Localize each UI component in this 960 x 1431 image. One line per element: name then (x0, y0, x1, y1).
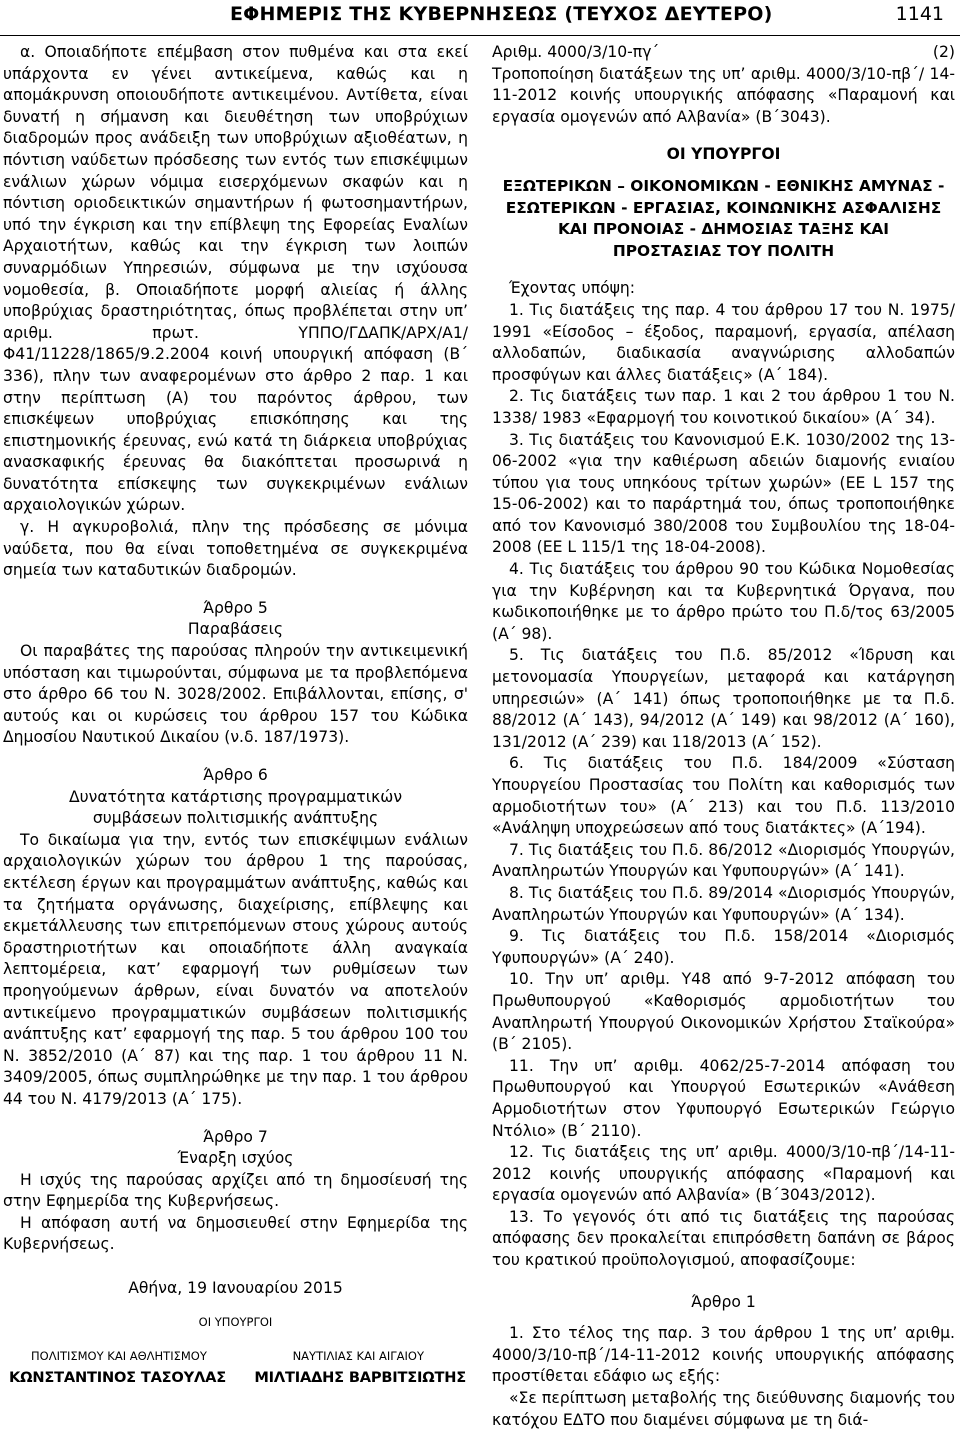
decision-reference (492, 42, 955, 64)
article-1-text-1: 1. Στο τέλος της παρ. 3 του άρθρου 1 της υπ’ αριθμ. 4000/3/10-πβ΄/14-11-2012 κοινής υπουργικής απόφασης προστίθεται εδάφιο ως εξής: (492, 1324, 955, 1386)
item-5: 5. Τις διατάξεις του Π.δ. 85/2012 «Ίδρυση και μετονομασία Υπουργείων, μεταφορά και κατάργηση υπηρεσιών» (Α΄ 141) όπως τροποποιήθηκε με τα Π.δ. 88/2012 (Α΄ 143), 94/2012 (Α΄ 149) και 98/2012 (Α΄ 160), 131/2012 (Α΄ 239) και 118/2013 (Α΄ 152). (492, 646, 955, 751)
right-column (492, 42, 955, 1431)
article-6-text: Το δικαίωμα για την, εντός των επισκέψιμων ενάλιων αρχαιολογικών χώρων του άρθρου 1 της παρούσας, εκτέλεση έργων και προγραμμάτων ανάπτυξης, καθώς και τα ζητήματα οργάνωσης, διαχείρισης, επίβλεψης και εκμετάλλευσης των επιτρεπόμενων στους χώρους αυτούς δραστηριοτήτων και οποιαδήποτε άλλη αναγκαία λεπτομέρεια, κατ’ εφαρμογή των ρυθμίσεων των προηγούμενων άρθρων, είναι δυνατόν να αποτελούν αντικείμενο προγραμματικών συμβάσεων πολιτισμικής ανάπτυξης κατ’ εφαρμογή της παρ. 5 του άρθρου 100 του Ν. 3852/2010 (Α΄ 87) και της παρ. 1 του άρθρου 11 Ν. 3409/2005, όπως συμπληρώθηκε με την παρ. 1 του άρθρου 44 του Ν. 4179/2013 (Α΄ 175). (3, 830, 468, 1108)
item-2: 2. Τις διατάξεις των παρ. 1 και 2 του άρθρου 1 του Ν. 1338/ 1983 «Εφαρμογή του κοινοτικού δικαίου» (Α΄ 34). (492, 387, 955, 427)
article-5-text: Οι παραβάτες της παρούσας πληρούν την αντικειμενική υπόσταση και τιμωρούνται, σύμφωνα με τα προβλεπόμενα στο άρθρο 66 του Ν. 3028/2002. Επιβάλλονται, επίσης, σ' αυτούς και οι κυρώσεις του άρθρου 157 του Κώδικα Δημοσίου Ναυτικού Δικαίου (ν.δ. 187/1973). (3, 642, 468, 747)
left-column (3, 42, 468, 1388)
ministry-shipping: ΝΑΥΤΙΛΙΑΣ ΚΑΙ ΑΙΓΑΙΟΥ (292, 1348, 424, 1363)
article-7-title: Άρθρο 7 (203, 1127, 268, 1146)
page-header (0, 0, 960, 36)
page-number: 1141 (895, 3, 944, 25)
item-11: 11. Την υπ’ αριθμ. 4062/25-7-2014 απόφαση του Πρωθυπουργού και Υπουργού Εσωτερικών «Ανάθεση Αρμοδιοτήτων στον Υφυπουργό Εσωτερικών Γεώργιο Ντόλιο» (Β΄ 2110). (492, 1056, 955, 1140)
decision-subject (492, 64, 955, 129)
item-7: 7. Τις διατάξεις του Π.δ. 86/2012 «Διορισμός Υπουργών, Αναπληρωτών Υπουργών και Υφυπουργών» (Α΄ 141). (492, 840, 955, 881)
item-9: 9. Τις διατάξεις του Π.δ. 158/2014 «Διορισμός Υφυπουργών» (Α΄ 240). (492, 927, 955, 967)
article-1-title: Άρθρο 1 (691, 1292, 756, 1311)
item-1: 1. Τις διατάξεις της παρ. 4 του άρθρου 17 του Ν. 1975/ 1991 «Είσοδος – έξοδος, παραμονή, εργασία, απέλαση αλλοδαπών, διαδικασία αναγνώρισης αλλοδαπών προσφύγων και άλλες διατάξεις» (Α΄ 184). (492, 300, 955, 384)
item-4: 4. Τις διατάξεις του άρθρου 90 του Κώδικα Νομοθεσίας για την Κυβέρνηση και τα Κυβερνητικά Όργανα, που κωδικοποιήθηκε με το άρθρο πρώτο του Π.δ/τος 63/2005 (Α΄ 98). (492, 560, 955, 643)
signer-varvitsiotis: ΜΙΛΤΙΑΔΗΣ ΒΑΡΒΙΤΣΙΩΤΗΣ (254, 1368, 466, 1386)
article-5-title: Άρθρο 5 (203, 598, 268, 617)
decision-index: (2) (932, 43, 955, 61)
article-6-title: Άρθρο 6 (203, 766, 268, 784)
article-7-text-2: Η απόφαση αυτή να δημοσιευθεί στην Εφημερίδα της Κυβερνήσεως. (3, 1213, 468, 1254)
article-7-subtitle: Έναρξη ισχύος (177, 1149, 294, 1168)
ministries-row (3, 1348, 468, 1364)
having-regard: Έχοντας υπόψη: (509, 279, 636, 298)
article-7-text-1: Η ισχύς της παρούσας αρχίζει από τη δημοσίευσή της στην Εφημερίδα της Κυβερνήσεως. (3, 1170, 468, 1211)
item-6: 6. Τις διατάξεις του Π.δ. 184/2009 «Σύσταση Υπουργείου Προστασίας του Πολίτη και καθορισμός των αρμοδιοτήτων του» (Α΄ 213) και του Π.δ. 113/2010 «Ανάληψη υποχρεώσεων από τους διατάκτες» (Α΄194). (492, 754, 955, 838)
ministry-culture: ΠΟΛΙΤΙΣΜΟΥ ΚΑΙ ΑΘΛΗΤΙΣΜΟΥ (31, 1348, 207, 1363)
article-5-subtitle: Παραβάσεις (187, 620, 284, 639)
signer-tasoulas: ΚΩΝΣΤΑΝΤΙΝΟΣ ΤΑΣΟΥΛΑΣ (9, 1368, 226, 1386)
paragraph-a: α. Οποιαδήποτε επέμβαση στον πυθμένα και στα εκεί υπάρχοντα εν γένει αντικείμενα, καθώς και η απομάκρυνση οποιουδήποτε αντικειμένου. Αντίθετα, είναι δυνατή η σήμανση και διευθέτηση των υποβρύχιων διαδρομών προς ανάδειξη των υποβρύχιων αξιοθέατων, η πόντιση ναύδετων πρόσδεσης των εντός των επισκέψιμων ενάλιων χώρων νόμιμα εισερχόμενων σκαφών και η πόντιση οριοδεικτικών σημαντήρων ή φωτοσημαντήρων, υπό την έγκριση και την επίβλεψη της Εφορείας Εναλίων Αρχαιοτήτων, καθώς και την έγκριση των λοιπών συναρμόδιων Υπηρεσιών, σύμφωνα με την ισχύουσα νομοθεσία, β. Οποιαδήποτε μορφή αλιείας ή άλλης υποβρύχιας δραστηριότητας, όπως προβλέπεται στην υπ’ αριθμ. πρωτ. ΥΠΠΟ/ΓΔΑΠΚ/ΑΡΧ/Α1/Φ41/11228/1865/9.2.2004 κοινή υπουργική απόφαση (Β΄ 336), πλην των αναφερομένων στο άρθρο 2 παρ. 1 και στην περίπτωση (Α) του παρόντος άρθρου, των επισκέψεων υποβρύχιας επισκόπησης και της επιστημονικής έρευνας, ενώ κατά τη διάρκεια υποβρύχιας ανασκαφικής έρευνας θα διακόπτεται προσωρινά η δυνατότητα επίσκεψης των συγκεκριμένων ενάλιων αρχαιολογικών χώρων. (3, 43, 468, 515)
article-6-subtitle: Δυνατότητα κατάρτισης προγραμματικών συμβάσεων πολιτισμικής ανάπτυξης (68, 787, 403, 828)
decision-number: Αριθμ. 4000/3/10-πγ΄ (492, 43, 660, 61)
paragraph-c: γ. Η αγκυροβολιά, πλην της πρόσδεσης σε μόνιμα ναύδετα, που θα είναι τοποθετημένα σε συγκεκριμένα σημεία των καταδυτικών διαδρομών. (3, 518, 468, 580)
header-rule (0, 35, 960, 36)
signatures-row (3, 1368, 468, 1388)
ministers-title: ΟΙ ΥΠΟΥΡΓΟΙ (666, 145, 781, 164)
item-12: 12. Τις διατάξεις της υπ’ αριθμ. 4000/3/10-πβ΄/14-11-2012 κοινής υπουργικής απόφασης «Παραμονή και εργασία ομογενών από Αλβανία» (Β΄3043/2012). (492, 1143, 955, 1205)
place-date: Αθήνα, 19 Ιανουαρίου 2015 (128, 1279, 343, 1298)
item-3: 3. Τις διατάξεις του Κανονισμού Ε.Κ. 1030/2002 της 13-06-2002 «για την καθιέρωση αδειών διαμονής ενιαίου τύπου για τους υπηκόους τρίτων χωρών» (ΕΕ L 157 της 15-06-2002) και το παράρτημά του, όπως τροποποιήθηκε από τον Κανονισμό 380/2008 του Συμβουλίου της 18-04-2008 (ΕΕ L 115/1 της 18-04-2008). (492, 430, 955, 557)
article-1-text-2: «Σε περίπτωση μεταβολής της διεύθυνσης διαμονής του κατόχου ΕΔΤΟ που διαμένει σύμφωνα με τη διά- (492, 1389, 955, 1429)
item-8: 8. Τις διατάξεις του Π.δ. 89/2014 «Διορισμός Υπουργών, Αναπληρωτών Υπουργών και Υφυπουργών» (Α΄ 134). (492, 883, 955, 924)
decision-subject-text: Τροποποίηση διατάξεων της υπ’ αριθμ. 4000/3/10-πβ΄/ 14-11-2012 κοινής υπουργικής απόφασης «Παραμονή και εργασία ομογενών από Αλβανία» (Β΄3043). (492, 64, 955, 126)
item-10: 10. Την υπ’ αριθμ. Υ48 από 9-7-2012 απόφαση του Πρωθυπουργού «Καθορισμός αρμοδιοτήτων του Αναπληρωτή Υπουργού Οικονομικών Χρήστου Σταϊκούρα» (Β΄ 2105). (492, 970, 955, 1054)
gazette-title: ΕΦΗΜΕΡΙΣ ΤΗΣ ΚΥΒΕΡΝΗΣΕΩΣ (ΤΕΥΧΟΣ ΔΕΥΤΕΡΟ) (230, 3, 773, 25)
ministers-label: ΟΙ ΥΠΟΥΡΓΟΙ (198, 1314, 273, 1329)
item-13: 13. Το γεγονός ότι από τις διατάξεις της παρούσας απόφασης δεν προκαλείται επιπρόσθετη δαπάνη σε βάρος του κρατικού προϋπολογισμού, αποφασίζουμε: (492, 1207, 955, 1270)
ministries-list: ΕΞΩΤΕΡΙΚΩΝ – ΟΙΚΟΝΟΜΙΚΩΝ - ΕΘΝΙΚΗΣ ΑΜΥΝΑΣ - ΕΣΩΤΕΡΙΚΩΝ - ΕΡΓΑΣΙΑΣ, ΚΟΙΝΩΝΙΚΗΣ ΑΣΦΑΛΙΣΗΣ ΚΑΙ ΠΡΟΝΟΙΑΣ - ΔΗΜΟΣΙΑΣ ΤΑΞΗΣ ΚΑΙ ΠΡΟΣΤΑΣΙΑΣ ΤΟΥ ΠΟΛΙΤΗ (502, 176, 945, 260)
